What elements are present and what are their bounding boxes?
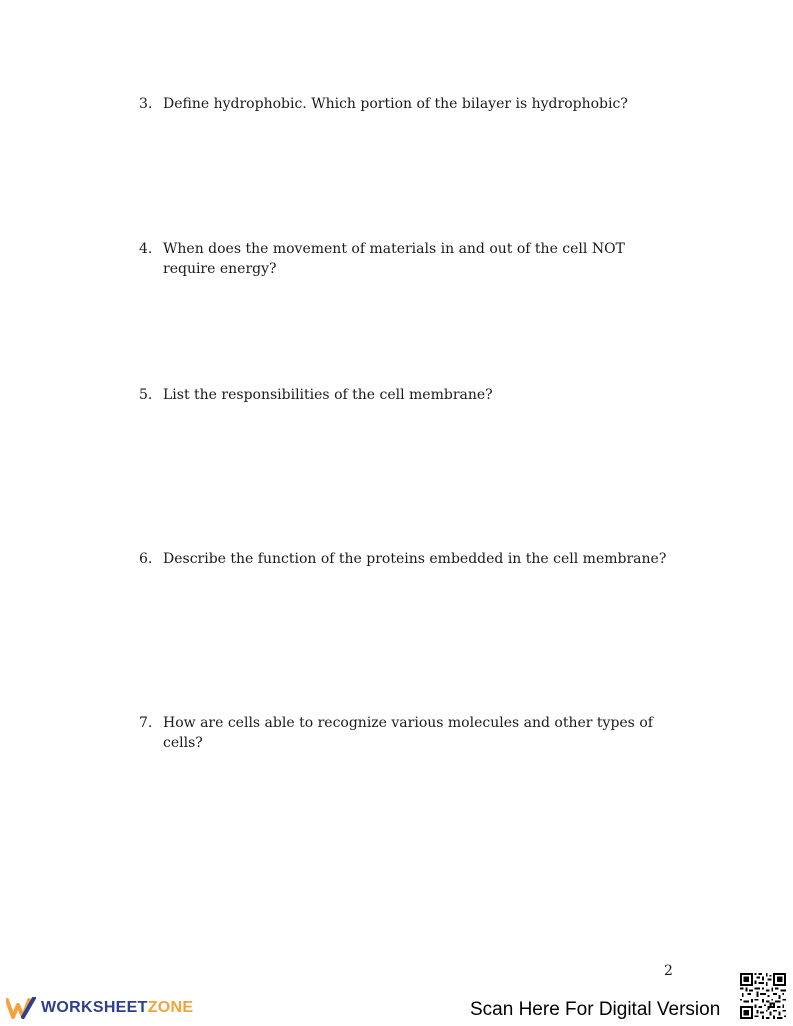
question-3 <box>139 94 669 114</box>
question-text: List the responsibilities of the cell membrane? <box>163 387 493 403</box>
question-text: Define hydrophobic. Which portion of the bilayer is hydrophobic? <box>163 96 628 112</box>
logo-text <box>41 999 193 1017</box>
question-text: How are cells able to recognize various molecules and other types of cells? <box>163 715 653 751</box>
question-number: 3. <box>139 96 153 112</box>
worksheet-zone-logo[interactable] <box>6 996 193 1020</box>
question-text: Describe the function of the proteins embedded in the cell membrane? <box>163 551 667 567</box>
scan-here-text: Scan Here For Digital Version <box>470 999 721 1020</box>
question-number: 4. <box>139 241 153 257</box>
page-number: 2 <box>664 963 673 979</box>
question-text: When does the movement of materials in and out of the cell NOT require energy? <box>163 241 625 277</box>
question-5 <box>139 385 669 405</box>
qr-code-icon[interactable] <box>740 973 786 1019</box>
question-number: 7. <box>139 715 153 731</box>
question-4 <box>139 239 669 279</box>
logo-word-worksheet: WORKSHEET <box>41 999 148 1016</box>
logo-word-zone: ZONE <box>147 999 194 1016</box>
question-number: 6. <box>139 551 153 567</box>
question-6 <box>139 549 669 569</box>
logo-w-icon <box>6 997 36 1019</box>
question-number: 5. <box>139 387 153 403</box>
question-7 <box>139 713 669 753</box>
